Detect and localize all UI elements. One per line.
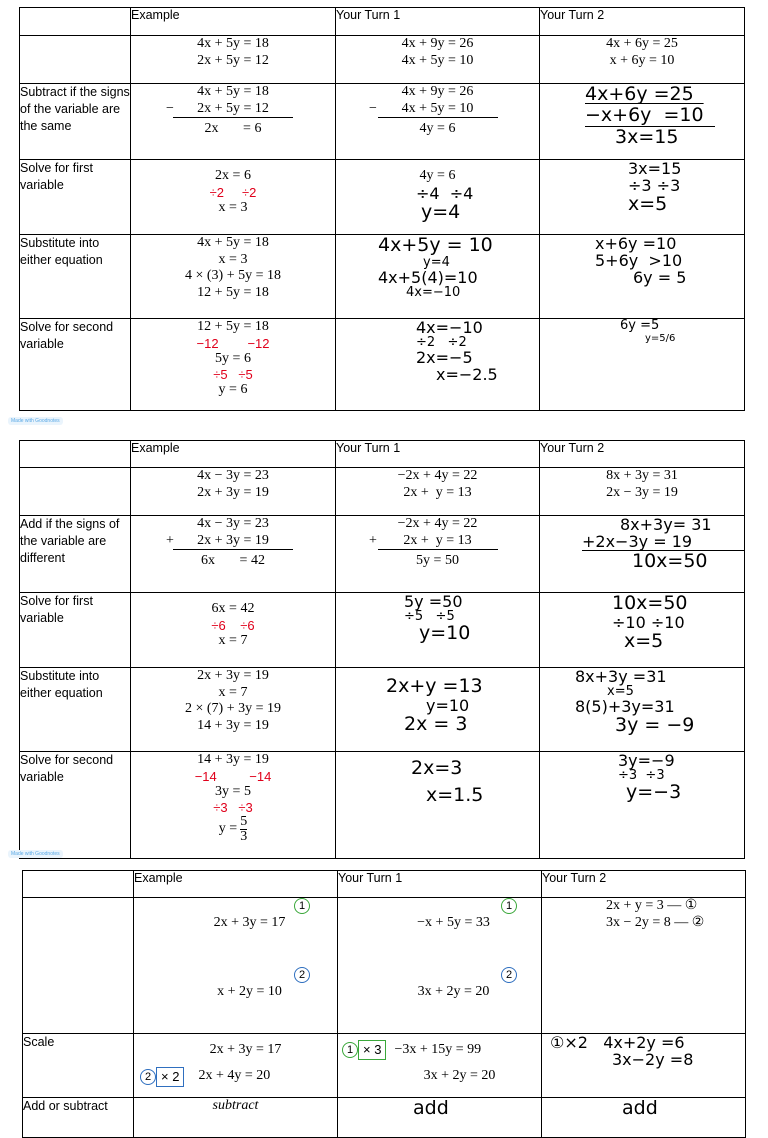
equation: 3x − 2y = 8 — ② <box>606 914 705 930</box>
example-elimination <box>131 516 336 593</box>
handwritten-line: y=4 <box>421 200 461 223</box>
handwritten-line: 4x+6y =25 <box>585 83 694 105</box>
operation-word: subtract <box>212 1098 259 1113</box>
handwritten-line: ①×2 4x+2y =6 <box>550 1033 685 1052</box>
step-label: Add if the signs of the variable are different <box>20 516 131 593</box>
operator: − <box>166 100 174 116</box>
handwritten-line: x=5 <box>624 630 664 652</box>
turn2-elimination-handwritten <box>540 516 745 593</box>
turn1-scale <box>338 1034 542 1098</box>
equation-text: −x + 5y = 33 <box>417 914 490 930</box>
turn1-equations <box>336 468 540 516</box>
equation: 2x + y = 13 <box>403 484 472 500</box>
handwritten-line: 8x+3y= 31 <box>620 515 712 534</box>
step-label: Solve for first variable <box>20 160 131 235</box>
fraction-equation <box>131 815 335 844</box>
handwritten-line: ÷10 ÷10 <box>612 613 685 632</box>
equation: 4x + 9y = 26 <box>401 36 474 51</box>
equation: 4x + 5y = 18 <box>197 84 269 99</box>
handwritten-line: y=10 <box>419 622 471 644</box>
handwritten-line: 6y = 5 <box>633 268 687 287</box>
equation <box>134 898 337 964</box>
handwritten-line: 5y =50 <box>404 592 463 611</box>
scale-factor-box: × 2 <box>156 1067 184 1087</box>
equation: 4x − 3y = 23 <box>197 516 269 531</box>
equation: 4x + 5y = 10 <box>401 52 474 68</box>
turn1-solve-second-handwritten <box>336 752 540 859</box>
example-equations <box>131 36 336 84</box>
turn1-substitute-handwritten <box>336 668 540 752</box>
turn2-elimination-handwritten <box>540 84 745 160</box>
equation: 3x + 2y = 20 <box>423 1068 496 1083</box>
scale-row <box>134 1067 337 1087</box>
handwritten-line: 3y = −9 <box>615 714 695 736</box>
equation-text: 3x + 2y = 20 <box>417 983 490 999</box>
turn2-equations <box>540 468 745 516</box>
handwritten-line: ÷2 ÷2 <box>416 335 467 350</box>
turn2-equations <box>542 898 746 1034</box>
equation: x = 7 <box>218 632 248 648</box>
header-example: Example <box>134 871 338 898</box>
handwritten-line: 3y=−9 <box>618 751 675 770</box>
equation: 6x = 42 <box>211 601 255 616</box>
red-annotation: ÷5 ÷5 <box>213 367 253 382</box>
equations-label <box>23 898 134 1034</box>
handwritten-line: 2x+y =13 <box>386 675 483 697</box>
equation: 2x + y = 3 — ① <box>606 898 698 913</box>
handwritten-line: −x+6y =10 <box>585 104 704 126</box>
worksheet-table-1 <box>19 7 745 411</box>
handwritten-line: 3x−2y =8 <box>612 1050 694 1069</box>
turn1-solve-first-handwritten <box>336 593 540 668</box>
step-label: Solve for second variable <box>20 319 131 411</box>
operator: + <box>166 532 174 548</box>
scale-row <box>338 1040 541 1060</box>
operator: − <box>369 100 377 116</box>
equation: 2x + 3y = 19 <box>197 484 269 500</box>
equation: 5y = 6 <box>215 350 251 366</box>
handwritten-line: y=4 <box>423 255 450 270</box>
equation: 4x + 9y = 26 <box>401 84 474 99</box>
handwritten-line: ÷3 ÷3 <box>618 768 665 783</box>
worksheet-table-3 <box>22 870 746 1138</box>
step-label: Subtract if the signs of the variable are the same <box>20 84 131 160</box>
handwritten-line: 8(5)+3y=31 <box>575 697 675 716</box>
numerator: 5 <box>240 814 248 829</box>
equation: 2x + 4y = 20 <box>198 1068 271 1084</box>
divider-line <box>173 549 293 550</box>
divider-line <box>173 117 293 118</box>
result-equation: 6x = 42 <box>201 553 265 568</box>
example-equations <box>131 468 336 516</box>
handwritten-line: 10x=50 <box>582 550 745 572</box>
result-equation: 4y = 6 <box>419 121 456 136</box>
equation: 3y = 5 <box>215 783 251 799</box>
example-solve-second <box>131 319 336 411</box>
handwritten-line: x=5 <box>607 684 634 699</box>
equation-number-circle: 1 <box>294 898 310 914</box>
equation: x + 6y = 10 <box>609 52 675 68</box>
scale-factor-box: × 3 <box>358 1040 386 1060</box>
turn1-solve-second-handwritten <box>336 319 540 411</box>
operator: + <box>369 532 377 548</box>
equation <box>134 967 337 1033</box>
handwritten-line: ÷3 ÷3 <box>628 176 681 195</box>
handwritten-line: 4x=−10 <box>406 285 461 300</box>
equation: 2x + y = 13 <box>403 532 472 548</box>
turn2-solve-second-handwritten <box>540 752 745 859</box>
handwritten-line: y=5/6 <box>645 333 676 344</box>
equation: y = 6 <box>218 382 248 397</box>
equation: 2x = 6 <box>215 168 251 183</box>
divider-line <box>378 549 498 550</box>
header-your-turn-2: Your Turn 2 <box>542 871 746 898</box>
equation: 12 + 5y = 18 <box>197 319 269 334</box>
example-solve-first <box>131 593 336 668</box>
handwritten-line: x+6y =10 <box>595 234 677 253</box>
result-equation: 5y = 50 <box>416 553 459 568</box>
equation: 2x + 3y = 17 <box>209 1042 282 1057</box>
equations-label <box>20 468 131 516</box>
equation: x = 3 <box>218 251 248 267</box>
equation <box>338 898 541 964</box>
handwritten-line: 3x=15 <box>628 159 682 178</box>
step-label: Add or subtract <box>23 1098 134 1138</box>
equation-number-circle: 2 <box>294 967 310 983</box>
red-annotation: −14 −14 <box>194 768 272 784</box>
turn1-add-or-subtract <box>338 1098 542 1138</box>
equation: 2x − 3y = 19 <box>606 484 678 500</box>
handwritten-line: 2x=−5 <box>416 348 473 367</box>
equation: 14 + 3y = 19 <box>197 717 269 733</box>
handwritten-line: ÷5 ÷5 <box>404 609 455 624</box>
handwritten-line: add <box>413 1097 449 1119</box>
red-annotation: ÷3 ÷3 <box>213 800 253 815</box>
equation-text: x + 2y = 10 <box>217 983 282 999</box>
equation: 4x + 5y = 18 <box>197 235 269 250</box>
example-equations <box>134 898 338 1034</box>
equation: 4x + 6y = 25 <box>606 36 678 51</box>
example-add-or-subtract <box>134 1098 338 1138</box>
header-blank <box>20 8 131 36</box>
equation-number-circle: 1 <box>342 1042 358 1058</box>
example-elimination <box>131 84 336 160</box>
handwritten-line: 4x=−10 <box>416 318 483 337</box>
turn1-substitute-handwritten <box>336 235 540 319</box>
equation: 4x − 3y = 23 <box>197 468 269 483</box>
handwritten-line: ÷4 ÷4 <box>416 183 474 203</box>
equation: 2x + 3y = 19 <box>197 532 269 548</box>
equation: −2x + 4y = 22 <box>397 468 478 483</box>
turn1-equations <box>336 36 540 84</box>
handwritten-line: 10x=50 <box>612 592 688 614</box>
header-your-turn-1: Your Turn 1 <box>338 871 542 898</box>
equation-number-circle: 2 <box>501 967 517 983</box>
equation: x = 3 <box>218 199 248 215</box>
turn1-equations <box>338 898 542 1034</box>
handwritten-line: add <box>622 1097 658 1119</box>
equation: x = 7 <box>218 684 248 700</box>
header-your-turn-2: Your Turn 2 <box>540 8 745 36</box>
step-label: Substitute into either equation <box>20 235 131 319</box>
handwritten-line: 3x=15 <box>585 126 715 148</box>
header-your-turn-1: Your Turn 1 <box>336 441 540 468</box>
handwritten-line: 5+6y >10 <box>595 251 683 270</box>
step-label: Solve for second variable <box>20 752 131 859</box>
example-solve-first <box>131 160 336 235</box>
step-label: Solve for first variable <box>20 593 131 668</box>
equation: 4y = 6 <box>419 168 456 183</box>
example-scale <box>134 1034 338 1098</box>
turn2-substitute-handwritten <box>540 235 745 319</box>
equation: 2x + 3y = 19 <box>197 668 269 683</box>
turn2-solve-first-handwritten <box>540 160 745 235</box>
equation: 2x + 5y = 12 <box>197 52 269 68</box>
turn1-elimination <box>336 84 540 160</box>
turn2-equations <box>540 36 745 84</box>
handwritten-line: y=10 <box>426 696 470 715</box>
header-example: Example <box>131 441 336 468</box>
handwritten-line: 2x = 3 <box>404 713 468 735</box>
equation: 4x + 5y = 10 <box>401 100 474 116</box>
equations-label <box>20 36 131 84</box>
equation: 4x + 5y = 18 <box>197 36 269 51</box>
handwritten-line: x=1.5 <box>426 784 484 806</box>
result-equation: 2x = 6 <box>204 121 262 136</box>
red-annotation: ÷2 ÷2 <box>209 184 257 200</box>
turn2-substitute-handwritten <box>540 668 745 752</box>
header-blank <box>23 871 134 898</box>
handwritten-line: 6y =5 <box>620 318 660 333</box>
handwritten-line: x=−2.5 <box>436 365 498 384</box>
equation: 12 + 5y = 18 <box>197 284 269 300</box>
red-annotation: −12 −12 <box>196 335 270 351</box>
step-label: Substitute into either equation <box>20 668 131 752</box>
turn2-scale-handwritten <box>542 1034 746 1098</box>
header-example: Example <box>131 8 336 36</box>
equation <box>338 967 541 1033</box>
divider-line <box>378 117 498 118</box>
handwritten-line: 4x+5(4)=10 <box>378 268 478 287</box>
handwritten-line: +2x−3y = 19 <box>582 532 693 551</box>
equation-number-circle: 2 <box>140 1069 156 1085</box>
example-substitute <box>131 235 336 319</box>
watermark: Made with Goodnotes <box>8 417 63 425</box>
equation-text: 2x + 3y = 17 <box>213 914 286 930</box>
equation: 4 × (3) + 5y = 18 <box>184 268 281 283</box>
handwritten-line: 2x=3 <box>411 757 463 779</box>
equation: −3x + 15y = 99 <box>394 1041 482 1057</box>
turn2-solve-first-handwritten <box>540 593 745 668</box>
handwritten-line: 4x+5y = 10 <box>378 234 493 256</box>
watermark: Made with Goodnotes <box>8 850 63 858</box>
example-solve-second <box>131 752 336 859</box>
step-label: Scale <box>23 1034 134 1098</box>
header-your-turn-2: Your Turn 2 <box>540 441 745 468</box>
fraction <box>240 815 247 844</box>
equation: 14 + 3y = 19 <box>197 752 269 767</box>
handwritten-line: x=5 <box>628 193 668 215</box>
equation-lhs: y = <box>218 821 238 837</box>
turn1-elimination <box>336 516 540 593</box>
equation-number-circle: 1 <box>501 898 517 914</box>
header-blank <box>20 441 131 468</box>
denominator: 3 <box>240 829 248 844</box>
handwritten-line: y=−3 <box>626 781 682 803</box>
example-substitute <box>131 668 336 752</box>
equation: 2 × (7) + 3y = 19 <box>184 701 281 716</box>
red-annotation: ÷6 ÷6 <box>211 617 255 633</box>
turn1-solve-first <box>336 160 540 235</box>
equation: 2x + 5y = 12 <box>197 100 269 116</box>
turn2-solve-second-handwritten <box>540 319 745 411</box>
equation: 8x + 3y = 31 <box>606 468 678 483</box>
equation: −2x + 4y = 22 <box>397 516 478 531</box>
turn2-add-or-subtract <box>542 1098 746 1138</box>
header-your-turn-1: Your Turn 1 <box>336 8 540 36</box>
worksheet-table-2 <box>19 440 745 859</box>
handwritten-line: 8x+3y =31 <box>575 667 667 686</box>
